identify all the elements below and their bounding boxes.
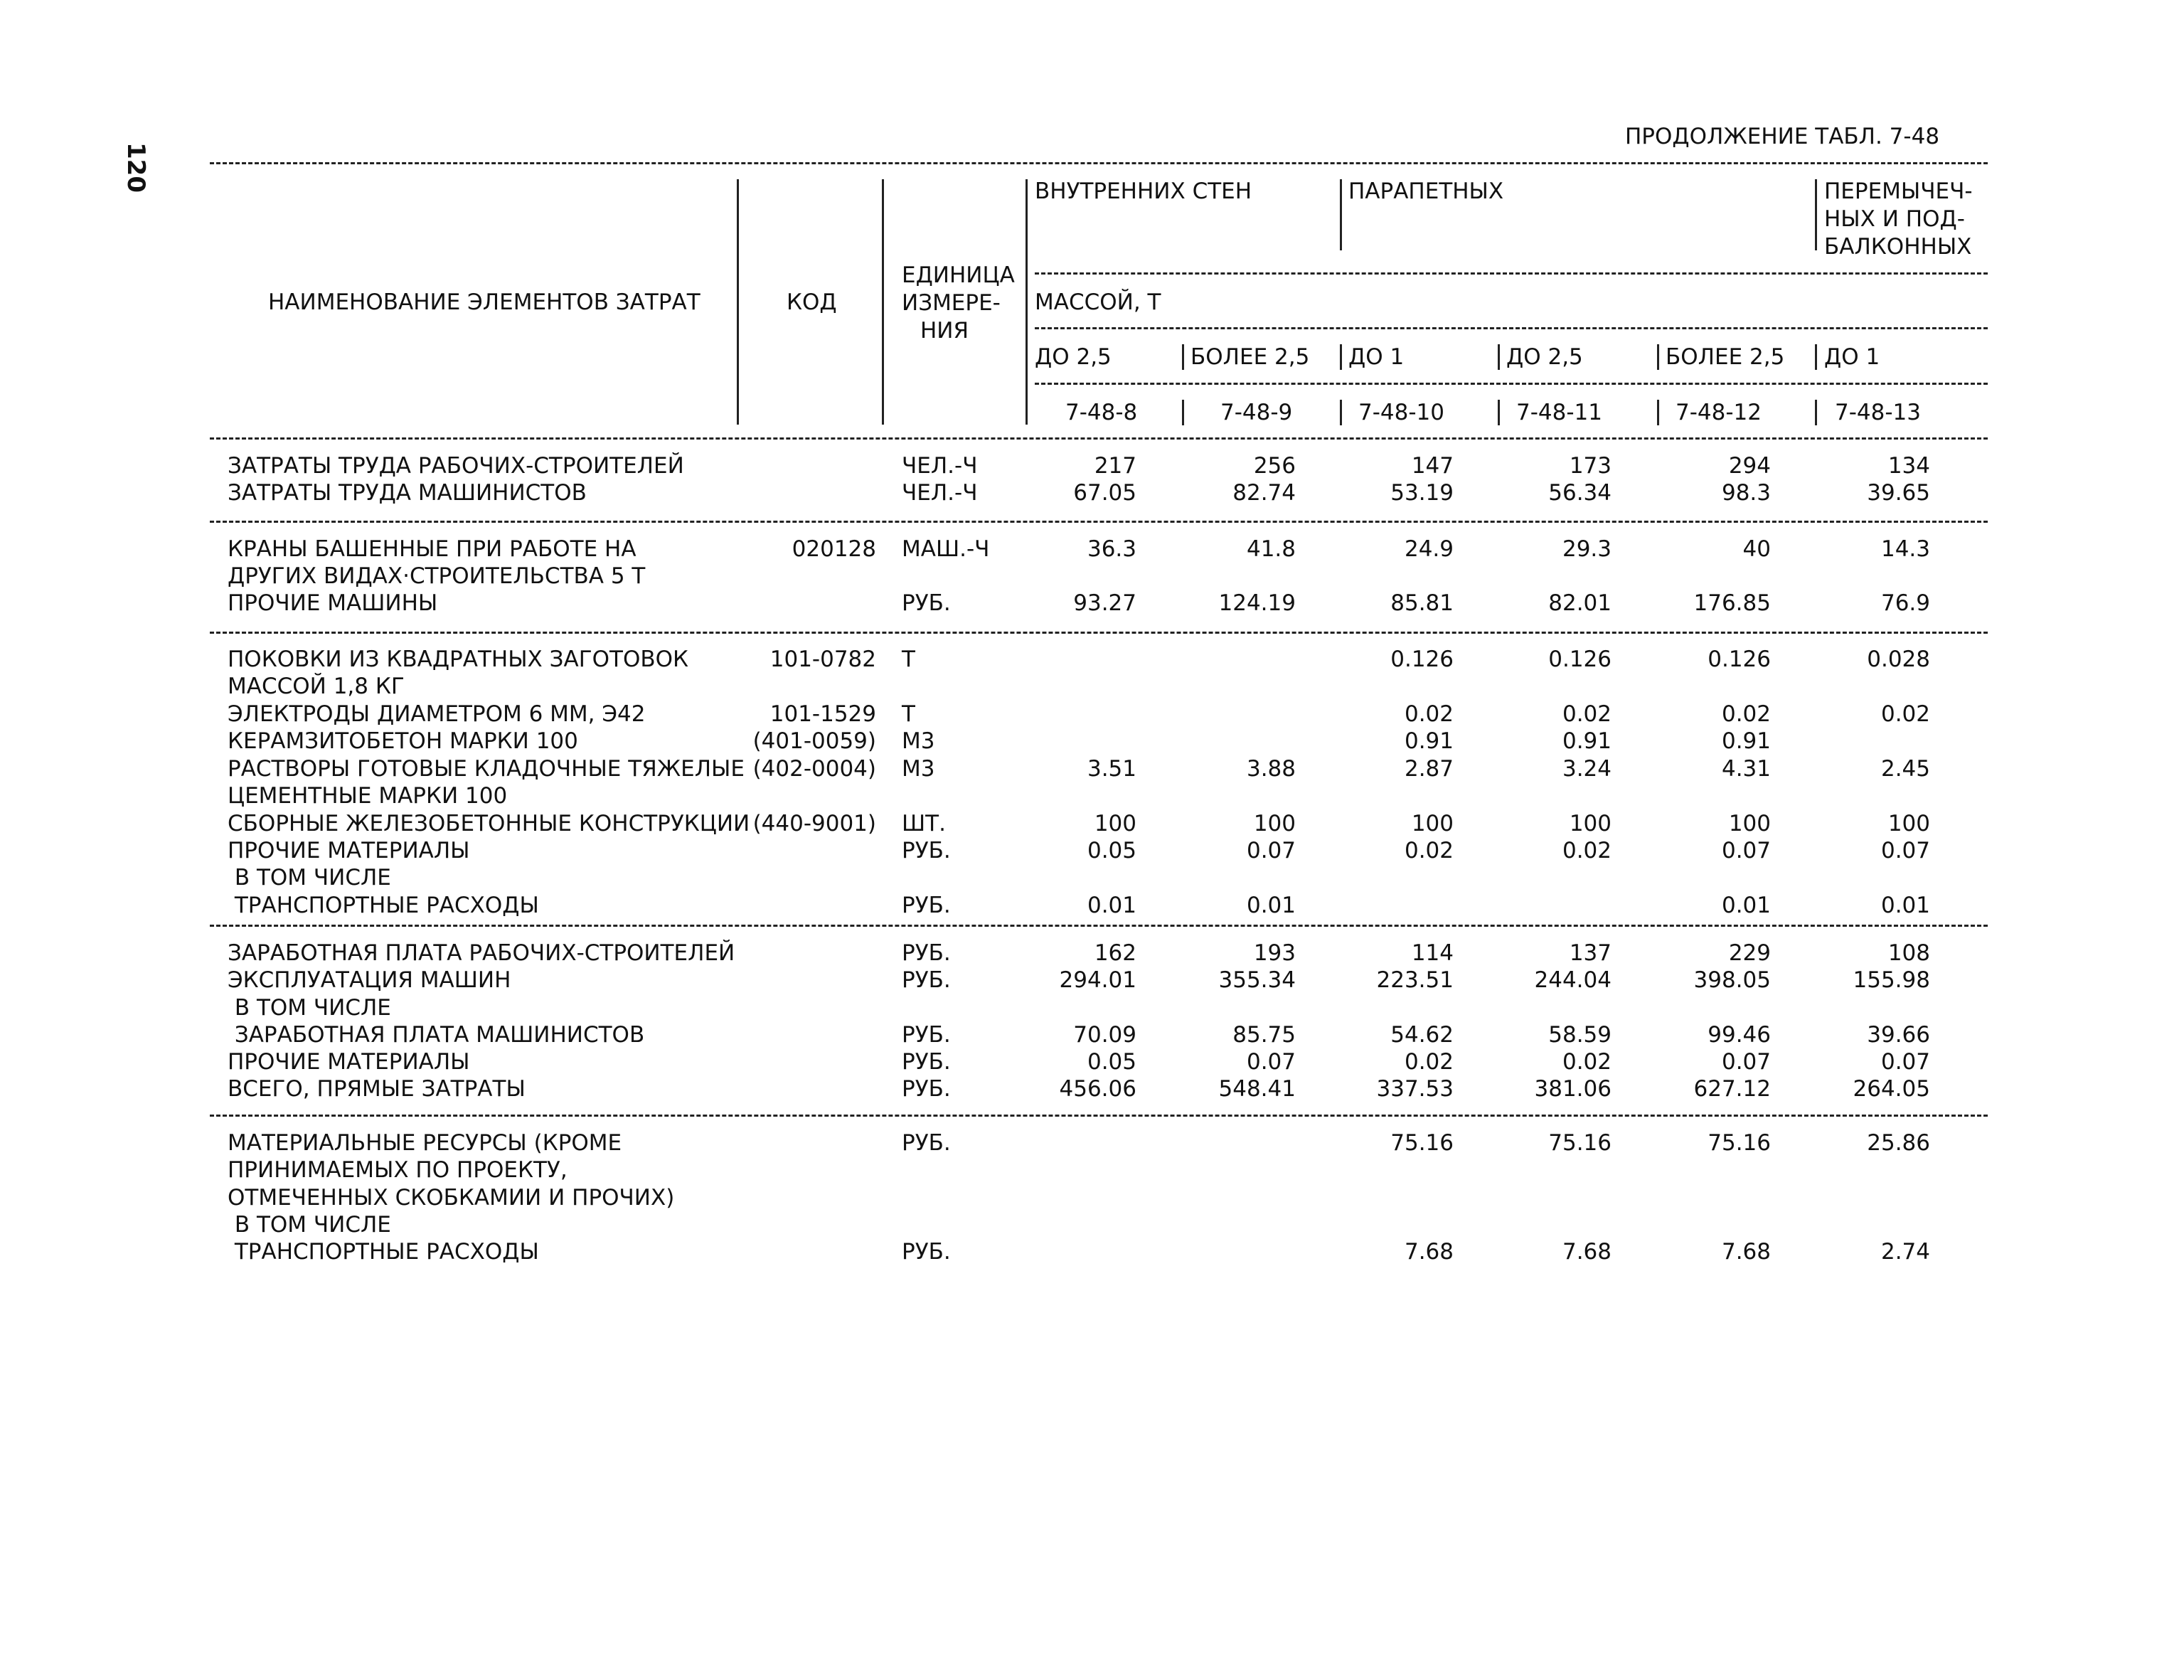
row-unit: ШТ. (902, 811, 946, 836)
section-separator (210, 1115, 1988, 1117)
header-separator (1657, 400, 1659, 425)
row-value-7-48-11: 100 (1569, 811, 1612, 836)
row-name: СБОРНЫЕ ЖЕЛЕЗОБЕТОННЫЕ КОНСТРУКЦИИ (228, 811, 750, 836)
row-name: ЗАТРАТЫ ТРУДА РАБОЧИХ-СТРОИТЕЛЕЙ (228, 453, 684, 479)
row-value-7-48-9: 82.74 (1232, 480, 1296, 506)
row-value-7-48-10: 114 (1411, 940, 1454, 966)
header-column-code: 7-48-12 (1676, 400, 1762, 425)
row-unit: РУБ. (902, 1239, 951, 1265)
row-unit: РУБ. (902, 1022, 951, 1048)
row-unit: Т (902, 701, 915, 727)
row-value-7-48-12: 40 (1742, 536, 1771, 562)
row-name: ЭКСПЛУАТАЦИЯ МАШИН (228, 967, 511, 993)
row-name: ПРОЧИЕ МАТЕРИАЛЫ (228, 838, 470, 863)
row-value-7-48-11: 56.34 (1548, 480, 1612, 506)
row-value-7-48-10: 0.126 (1390, 647, 1454, 672)
header-name-column: НАИМЕНОВАНИЕ ЭЛЕМЕНТОВ ЗАТРАТ (268, 289, 701, 315)
row-name: ВСЕГО, ПРЯМЫЕ ЗАТРАТЫ (228, 1076, 526, 1102)
header-separator (882, 179, 884, 425)
header-group-lintel-2: НЫХ И ПОД- (1824, 206, 1965, 232)
row-name: В ТОМ ЧИСЛЕ (228, 995, 391, 1021)
row-name: ЦЕМЕНТНЫЕ МАРКИ 100 (228, 783, 508, 809)
row-value-7-48-11: 381.06 (1534, 1076, 1612, 1102)
row-value-7-48-13: 2.45 (1880, 756, 1930, 782)
row-value-7-48-12: 0.02 (1721, 701, 1771, 727)
row-value-7-48-9: 41.8 (1246, 536, 1296, 562)
header-group-lintel-3: БАЛКОННЫХ (1824, 234, 1972, 260)
row-unit: РУБ. (902, 967, 951, 993)
row-value-7-48-12: 100 (1728, 811, 1771, 836)
rule-mass-top (1035, 272, 1988, 275)
row-value-7-48-12: 75.16 (1708, 1130, 1771, 1156)
row-value-7-48-9: 256 (1253, 453, 1296, 479)
header-separator (1657, 344, 1659, 370)
row-unit: МАШ.-Ч (902, 536, 990, 562)
row-value-7-48-8: 67.05 (1073, 480, 1136, 506)
row-value-7-48-13: 25.86 (1867, 1130, 1930, 1156)
section-separator (210, 521, 1988, 523)
header-separator (1815, 179, 1817, 250)
header-subhead: БОЛЕЕ 2,5 (1190, 344, 1310, 370)
rule-top (210, 162, 1988, 164)
row-value-7-48-11: 0.02 (1562, 838, 1612, 863)
row-value-7-48-10: 7.68 (1404, 1239, 1454, 1265)
row-value-7-48-10: 147 (1411, 453, 1454, 479)
page-number: 120 (122, 142, 150, 193)
row-unit: ЧЕЛ.-Ч (902, 453, 978, 479)
row-value-7-48-12: 229 (1728, 940, 1771, 966)
row-value-7-48-13: 134 (1887, 453, 1930, 479)
row-value-7-48-11: 0.126 (1548, 647, 1612, 672)
row-value-7-48-10: 24.9 (1404, 536, 1454, 562)
row-name: ПРОЧИЕ МАШИНЫ (228, 590, 438, 616)
row-unit: РУБ. (902, 838, 951, 863)
row-name: ТРАНСПОРТНЫЕ РАСХОДЫ (228, 893, 539, 918)
header-separator (1815, 344, 1817, 370)
header-unit-line-2: ИЗМЕРЕ- (902, 290, 1001, 316)
row-value-7-48-8: 93.27 (1073, 590, 1136, 616)
row-value-7-48-12: 398.05 (1693, 967, 1771, 993)
row-unit: РУБ. (902, 1076, 951, 1102)
row-unit: М3 (902, 728, 935, 754)
header-separator (1815, 400, 1817, 425)
row-value-7-48-13: 108 (1887, 940, 1930, 966)
row-value-7-48-12: 98.3 (1721, 480, 1771, 506)
header-group-internal-walls: ВНУТРЕННИХ СТЕН (1035, 179, 1252, 204)
row-value-7-48-13: 0.02 (1880, 701, 1930, 727)
row-unit: Т (902, 647, 915, 672)
row-value-7-48-8: 456.06 (1059, 1076, 1136, 1102)
row-value-7-48-13: 2.74 (1880, 1239, 1930, 1265)
header-separator (1182, 400, 1184, 425)
row-value-7-48-9: 100 (1253, 811, 1296, 836)
header-subhead: ДО 2,5 (1506, 344, 1583, 370)
row-value-7-48-12: 0.126 (1708, 647, 1771, 672)
row-value-7-48-10: 85.81 (1390, 590, 1454, 616)
header-group-lintel-1: ПЕРЕМЫЧЕЧ- (1824, 179, 1973, 204)
row-value-7-48-11: 137 (1569, 940, 1612, 966)
header-separator (1182, 344, 1184, 370)
row-unit: РУБ. (902, 1049, 951, 1075)
row-value-7-48-10: 2.87 (1404, 756, 1454, 782)
row-value-7-48-11: 244.04 (1534, 967, 1612, 993)
row-code: (440-9001) (752, 811, 876, 836)
row-value-7-48-12: 4.31 (1721, 756, 1771, 782)
row-value-7-48-12: 0.07 (1721, 838, 1771, 863)
row-value-7-48-12: 0.91 (1721, 728, 1771, 754)
row-value-7-48-13: 39.66 (1867, 1022, 1930, 1048)
row-value-7-48-8: 294.01 (1059, 967, 1136, 993)
row-code: 020128 (792, 536, 876, 562)
row-value-7-48-13: 0.07 (1880, 838, 1930, 863)
row-value-7-48-11: 0.02 (1562, 1049, 1612, 1075)
row-value-7-48-11: 0.91 (1562, 728, 1612, 754)
row-value-7-48-9: 0.01 (1246, 893, 1296, 918)
row-name: ЗАРАБОТНАЯ ПЛАТА МАШИНИСТОВ (228, 1022, 645, 1048)
row-value-7-48-12: 627.12 (1693, 1076, 1771, 1102)
row-value-7-48-9: 193 (1253, 940, 1296, 966)
row-value-7-48-12: 176.85 (1693, 590, 1771, 616)
row-value-7-48-13: 0.07 (1880, 1049, 1930, 1075)
row-value-7-48-8: 217 (1094, 453, 1136, 479)
row-value-7-48-11: 82.01 (1548, 590, 1612, 616)
row-value-7-48-10: 0.02 (1404, 701, 1454, 727)
row-value-7-48-13: 39.65 (1867, 480, 1930, 506)
row-code: 101-1529 (769, 701, 876, 727)
row-value-7-48-11: 3.24 (1562, 756, 1612, 782)
row-value-7-48-9: 124.19 (1218, 590, 1296, 616)
row-name: ЗАТРАТЫ ТРУДА МАШИНИСТОВ (228, 480, 587, 506)
header-unit-line-3: НИЯ (920, 318, 969, 344)
header-unit-line-1: ЕДИНИЦА (902, 262, 1015, 288)
header-separator (1026, 179, 1028, 425)
row-value-7-48-12: 0.07 (1721, 1049, 1771, 1075)
row-value-7-48-9: 85.75 (1232, 1022, 1296, 1048)
row-name: КЕРАМЗИТОБЕТОН МАРКИ 100 (228, 728, 578, 754)
section-separator (210, 925, 1988, 927)
header-mass: МАССОЙ, Т (1035, 289, 1161, 315)
row-value-7-48-8: 70.09 (1073, 1022, 1136, 1048)
row-value-7-48-8: 162 (1094, 940, 1136, 966)
row-value-7-48-8: 0.05 (1087, 1049, 1136, 1075)
row-value-7-48-10: 0.91 (1404, 728, 1454, 754)
row-value-7-48-13: 155.98 (1853, 967, 1930, 993)
row-unit: ЧЕЛ.-Ч (902, 480, 978, 506)
row-value-7-48-10: 0.02 (1404, 838, 1454, 863)
row-value-7-48-12: 99.46 (1708, 1022, 1771, 1048)
row-value-7-48-13: 0.028 (1867, 647, 1930, 672)
header-column-code: 7-48-13 (1835, 400, 1921, 425)
header-column-code: 7-48-8 (1065, 400, 1138, 425)
row-name: ДРУГИХ ВИДАХ·СТРОИТЕЛЬСТВА 5 Т (228, 563, 646, 589)
row-value-7-48-9: 0.07 (1246, 1049, 1296, 1075)
row-name: РАСТВОРЫ ГОТОВЫЕ КЛАДОЧНЫЕ ТЯЖЕЛЫЕ (228, 756, 745, 782)
row-name: ПРИНИМАЕМЫХ ПО ПРОЕКТУ, (228, 1157, 568, 1183)
header-subhead: ДО 1 (1348, 344, 1405, 370)
row-value-7-48-12: 294 (1728, 453, 1771, 479)
header-separator (1340, 400, 1342, 425)
row-value-7-48-8: 36.3 (1087, 536, 1136, 562)
header-separator (1340, 344, 1342, 370)
row-value-7-48-13: 0.01 (1880, 893, 1930, 918)
header-group-parapet: ПАРАПЕТНЫХ (1348, 179, 1504, 204)
row-name: ПРОЧИЕ МАТЕРИАЛЫ (228, 1049, 470, 1075)
rule-sub-bottom (1035, 383, 1988, 385)
row-value-7-48-9: 548.41 (1218, 1076, 1296, 1102)
header-separator (1340, 179, 1342, 250)
row-name: ОТМЕЧЕННЫХ СКОБКАМИИ И ПРОЧИХ) (228, 1185, 675, 1211)
row-value-7-48-10: 75.16 (1390, 1130, 1454, 1156)
section-separator (210, 632, 1988, 634)
row-value-7-48-10: 54.62 (1390, 1022, 1454, 1048)
row-value-7-48-13: 76.9 (1880, 590, 1930, 616)
row-name: ЭЛЕКТРОДЫ ДИАМЕТРОМ 6 ММ, Э42 (228, 701, 646, 727)
row-value-7-48-13: 100 (1887, 811, 1930, 836)
row-name: КРАНЫ БАШЕННЫЕ ПРИ РАБОТЕ НА (228, 536, 636, 562)
row-value-7-48-12: 7.68 (1721, 1239, 1771, 1265)
row-value-7-48-11: 7.68 (1562, 1239, 1612, 1265)
row-value-7-48-13: 264.05 (1853, 1076, 1930, 1102)
header-column-code: 7-48-9 (1220, 400, 1293, 425)
row-value-7-48-10: 53.19 (1390, 480, 1454, 506)
row-value-7-48-13: 14.3 (1880, 536, 1930, 562)
header-code-column: КОД (787, 289, 837, 315)
row-unit: РУБ. (902, 1130, 951, 1156)
row-unit: РУБ. (902, 590, 951, 616)
row-value-7-48-8: 3.51 (1087, 756, 1136, 782)
row-name: ТРАНСПОРТНЫЕ РАСХОДЫ (228, 1239, 539, 1265)
row-name: МАТЕРИАЛЬНЫЕ РЕСУРСЫ (КРОМЕ (228, 1130, 622, 1156)
row-value-7-48-11: 29.3 (1562, 536, 1612, 562)
row-unit: РУБ. (902, 940, 951, 966)
header-column-code: 7-48-10 (1358, 400, 1444, 425)
row-value-7-48-9: 355.34 (1218, 967, 1296, 993)
row-value-7-48-11: 0.02 (1562, 701, 1612, 727)
header-separator (1498, 400, 1500, 425)
row-value-7-48-10: 223.51 (1376, 967, 1454, 993)
header-subhead: ДО 2,5 (1035, 344, 1112, 370)
row-value-7-48-8: 100 (1094, 811, 1136, 836)
row-value-7-48-12: 0.01 (1721, 893, 1771, 918)
row-name: ПОКОВКИ ИЗ КВАДРАТНЫХ ЗАГОТОВОК (228, 647, 689, 672)
row-name: ЗАРАБОТНАЯ ПЛАТА РАБОЧИХ-СТРОИТЕЛЕЙ (228, 940, 735, 966)
rule-header-bottom (210, 437, 1988, 440)
row-value-7-48-10: 0.02 (1404, 1049, 1454, 1075)
continuation-title: ПРОДОЛЖЕНИЕ ТАБЛ. 7-48 (1625, 124, 1940, 149)
header-separator (737, 179, 739, 425)
header-subhead: ДО 1 (1824, 344, 1880, 370)
row-code: 101-0782 (769, 647, 876, 672)
row-name: МАССОЙ 1,8 КГ (228, 674, 405, 699)
row-value-7-48-11: 173 (1569, 453, 1612, 479)
header-column-code: 7-48-11 (1516, 400, 1602, 425)
row-name: В ТОМ ЧИСЛЕ (228, 1212, 391, 1238)
rule-mass-bottom (1035, 327, 1988, 329)
row-value-7-48-11: 58.59 (1548, 1022, 1612, 1048)
row-code: (402-0004) (752, 756, 876, 782)
row-unit: РУБ. (902, 893, 951, 918)
row-value-7-48-9: 3.88 (1246, 756, 1296, 782)
row-name: В ТОМ ЧИСЛЕ (228, 865, 391, 890)
row-value-7-48-8: 0.05 (1087, 838, 1136, 863)
row-value-7-48-10: 337.53 (1376, 1076, 1454, 1102)
row-value-7-48-11: 75.16 (1548, 1130, 1612, 1156)
row-value-7-48-8: 0.01 (1087, 893, 1136, 918)
header-subhead: БОЛЕЕ 2,5 (1666, 344, 1785, 370)
row-value-7-48-9: 0.07 (1246, 838, 1296, 863)
row-value-7-48-10: 100 (1411, 811, 1454, 836)
header-separator (1498, 344, 1500, 370)
row-unit: М3 (902, 756, 935, 782)
row-code: (401-0059) (752, 728, 876, 754)
